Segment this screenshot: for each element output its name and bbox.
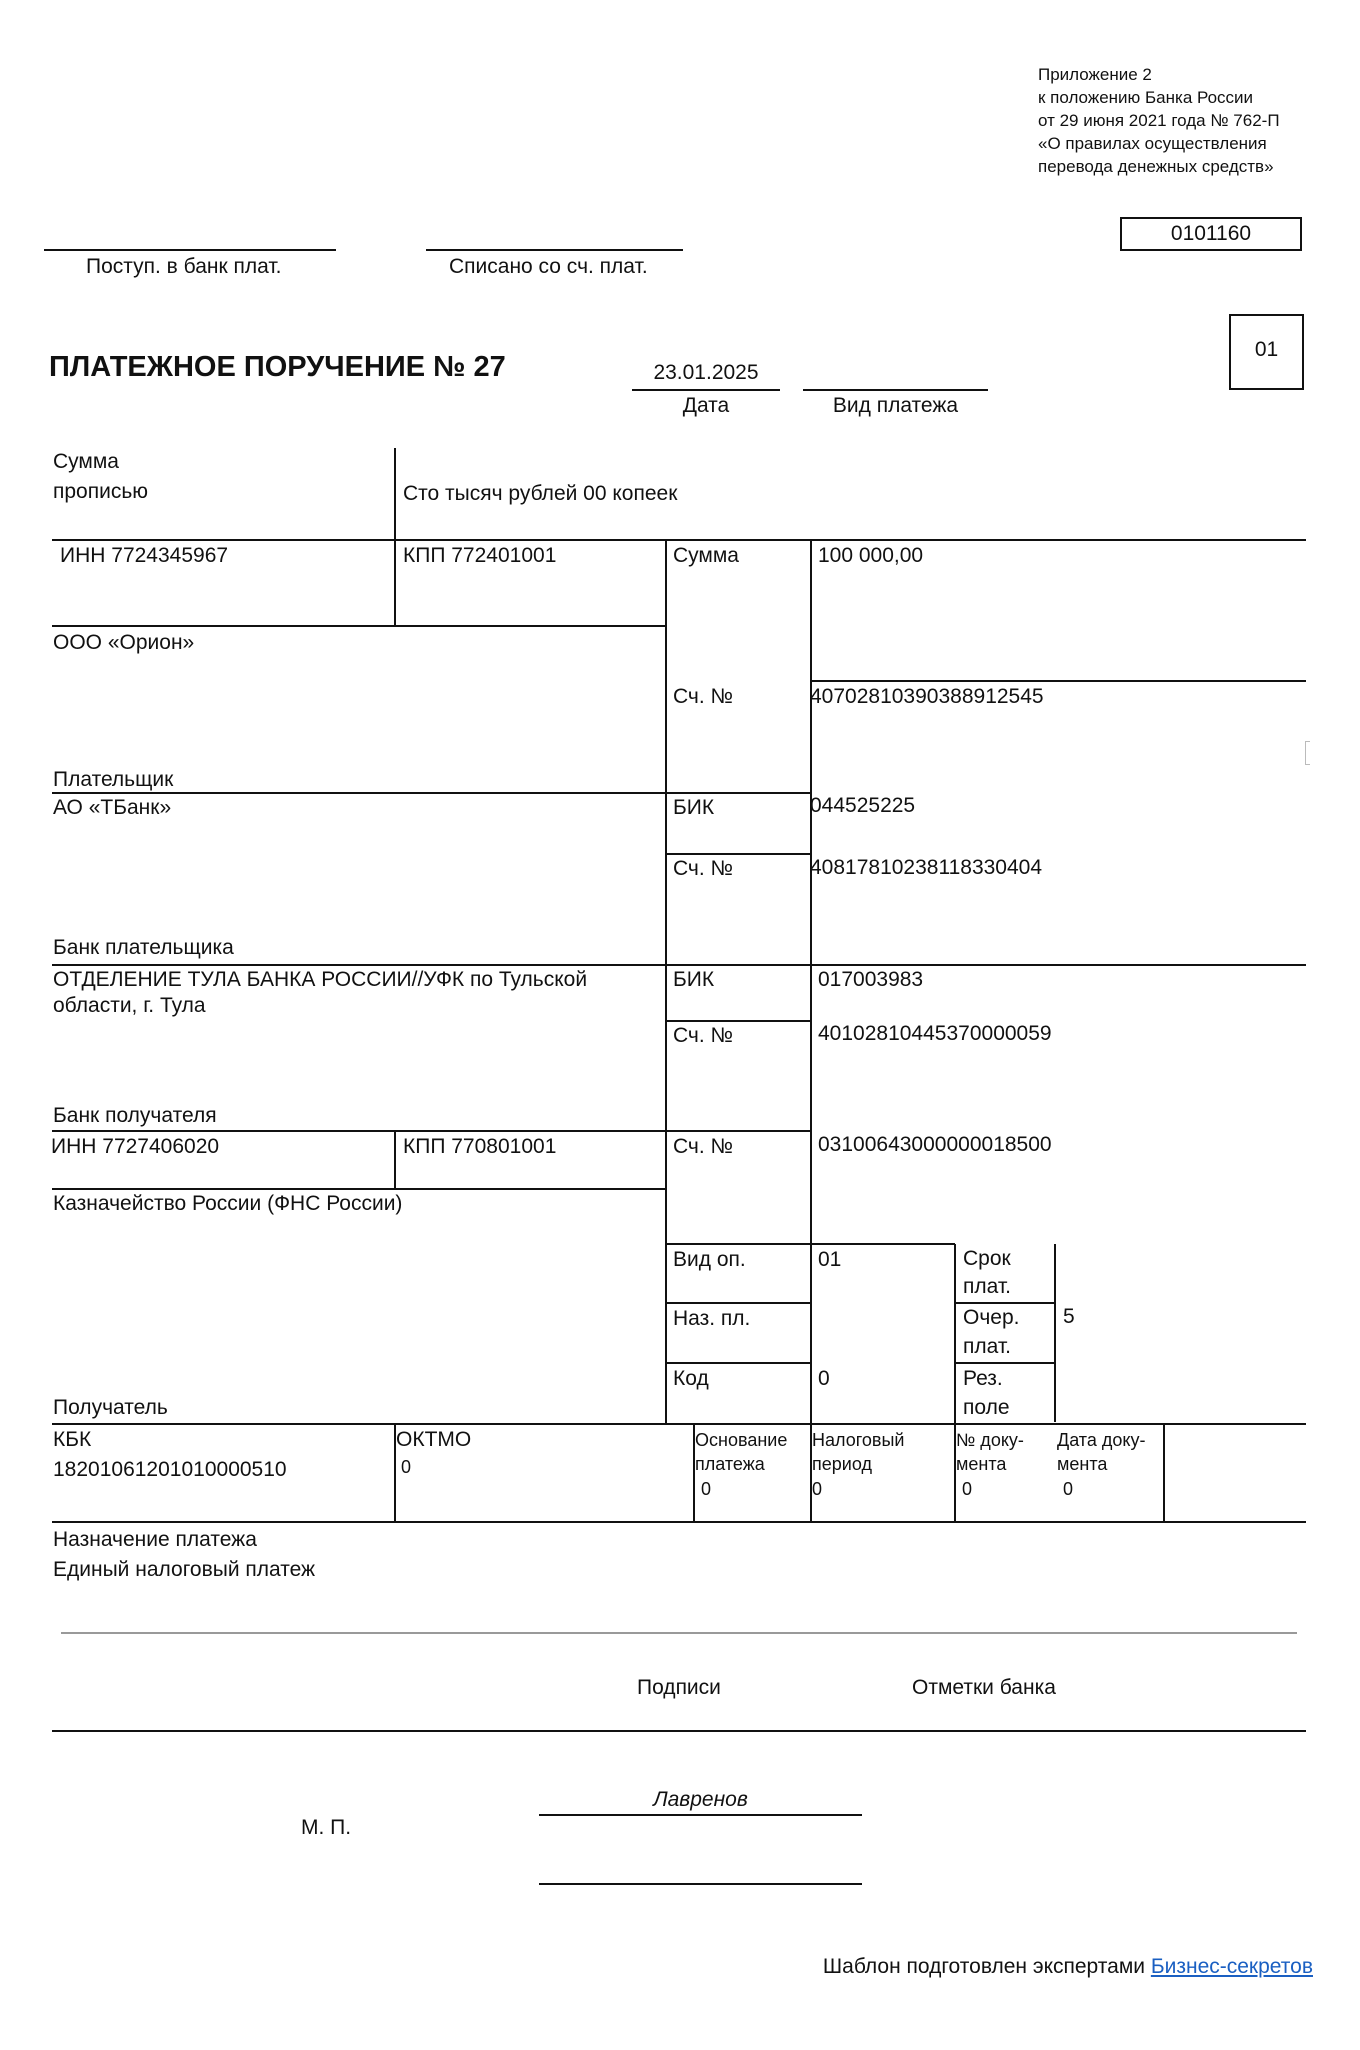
kbk-value: 18201061201010000510 [53, 1458, 287, 1481]
kbk-label: КБК [53, 1428, 92, 1451]
op-type-value: 01 [818, 1248, 842, 1271]
op-type-label: Вид оп. [673, 1248, 746, 1271]
due-date-label-2: плат. [963, 1275, 1011, 1298]
recipient-bank-name: ОТДЕЛЕНИЕ ТУЛА БАНКА РОССИИ//УФК по Тульской области, г. Тула [53, 968, 588, 1018]
amount-value: 100 000,00 [818, 544, 924, 567]
grid-line-op-1 [665, 1302, 810, 1304]
recipient-inn: ИНН 7727406020 [51, 1135, 220, 1158]
recipient-bank-bik-label: БИК [673, 968, 715, 991]
doc-date-label-2: мента [1057, 1454, 1108, 1474]
due-date-label-1: Срок [963, 1247, 1011, 1270]
grid-line-amount-bottom [810, 680, 1306, 682]
grid-line-op-top [665, 1243, 955, 1245]
received-label: Поступ. в банк плат. [86, 255, 282, 278]
form-code-box [1120, 217, 1302, 251]
grid-line-amount-top [52, 539, 1306, 541]
grid-recipient-inn-divider [394, 1131, 396, 1189]
separator-line [61, 1632, 1297, 1634]
tax-period-value: 0 [812, 1479, 823, 1499]
grid-col-doc-date-right [1163, 1424, 1165, 1522]
doc-date-value: 0 [1063, 1479, 1074, 1499]
footer [823, 1954, 1313, 1979]
basis-label-2: платежа [695, 1454, 765, 1474]
edge-mark [1305, 741, 1310, 765]
grid-col-due [954, 1244, 956, 1522]
grid-line-payer-bik [665, 853, 810, 855]
payer-account-value: 40702810390388912545 [810, 685, 1044, 708]
debited-line [426, 249, 683, 251]
footer-link[interactable]: Бизнес-секретов [1150, 1955, 1313, 1978]
signature-line-1 [539, 1814, 862, 1816]
grid-line-tax-top [52, 1423, 1306, 1425]
appendix-line-1: Приложение 2 [1038, 65, 1152, 84]
grid-line-recipient-bank-bottom [52, 1130, 810, 1132]
recipient-kpp: КПП 770801001 [403, 1135, 557, 1158]
recipient-bank-bik: 017003983 [818, 968, 924, 991]
purpose-label: Назначение платежа [53, 1528, 257, 1551]
recipient-acc-label: Сч. № [673, 1135, 734, 1158]
recipient-label: Получатель [53, 1396, 168, 1419]
received-line [44, 249, 336, 251]
stamp-label: М. П. [301, 1816, 352, 1839]
grid-line-tax-bottom [52, 1521, 1306, 1523]
payer-bank-acc-label: Сч. № [673, 857, 734, 880]
grid-line-payer-bank-bottom [52, 964, 1306, 966]
grid-line-due-1 [954, 1302, 1055, 1304]
status-code-box [1229, 314, 1304, 390]
recipient-bank-acc-label: Сч. № [673, 1024, 734, 1047]
signatures-label: Подписи [637, 1676, 721, 1699]
payer-bank-label: Банк плательщика [53, 936, 234, 959]
oktmo-label: ОКТМО [396, 1428, 472, 1451]
payer-bank-bik-label: БИК [673, 796, 715, 819]
recipient-acc: 03100643000000018500 [818, 1133, 1052, 1156]
signature-line-2 [539, 1883, 862, 1885]
priority-label-1: Очер. [963, 1306, 1020, 1329]
payer-bank-name: АО «ТБанк» [53, 796, 172, 819]
payment-type-line [803, 389, 988, 391]
tax-period-label-2: период [812, 1454, 872, 1474]
tax-period-label-1: Налоговый [812, 1430, 905, 1450]
grid-col-labels-left [665, 540, 667, 1424]
payer-account-label: Сч. № [673, 685, 734, 708]
doc-number-label-1: № доку- [956, 1430, 1024, 1450]
oktmo-value: 0 [401, 1457, 412, 1477]
grid-line-payer-inn [52, 625, 666, 627]
grid-col-due-right [1054, 1244, 1056, 1422]
grid-line-due-2 [954, 1362, 1055, 1364]
grid-line-recipient-bik [665, 1020, 810, 1022]
doc-number-label-2: мента [956, 1454, 1007, 1474]
bank-marks-label: Отметки банка [912, 1676, 1056, 1699]
recipient-bank-acc: 40102810445370000059 [818, 1022, 1052, 1045]
priority-label-2: плат. [963, 1335, 1011, 1358]
appendix-line-2: к положению Банка России [1038, 88, 1254, 107]
payment-type-label: Вид платежа [832, 394, 959, 417]
amount-label: Сумма [673, 544, 739, 567]
appendix-line-4: «О правилах осуществления [1038, 134, 1267, 153]
grid-line-op-2 [665, 1362, 810, 1364]
payer-bank-acc: 40817810238118330404 [810, 856, 1043, 879]
basis-label-1: Основание [695, 1430, 788, 1450]
payer-label: Плательщик [53, 768, 174, 791]
amount-words-label-2: прописью [53, 480, 149, 503]
code-label: Код [673, 1367, 709, 1390]
purpose-value: Единый налоговый платеж [53, 1558, 316, 1581]
date-line [632, 389, 780, 391]
payer-bank-bik: 044525225 [810, 794, 916, 817]
debited-label: Списано со сч. плат. [449, 255, 648, 278]
priority-value: 5 [1063, 1305, 1075, 1328]
amount-words-value: Сто тысяч рублей 00 копеек [403, 482, 678, 505]
amount-words-label-1: Сумма [53, 450, 119, 473]
signatures-line [52, 1730, 1306, 1732]
payer-inn: ИНН 7724345967 [60, 544, 229, 567]
doc-date-label-1: Дата доку- [1057, 1430, 1146, 1450]
purpose-code-label: Наз. пл. [673, 1307, 751, 1330]
date-value: 23.01.2025 [653, 361, 759, 384]
appendix-line-3: от 29 июня 2021 года № 762-П [1038, 111, 1280, 130]
doc-number-value: 0 [962, 1479, 973, 1499]
grid-line-recipient-inn [52, 1188, 666, 1190]
payer-name: ООО «Орион» [53, 631, 195, 654]
footer-text: Шаблон подготовлен экспертами [822, 1955, 1145, 1978]
basis-value: 0 [701, 1479, 712, 1499]
appendix-line-5: перевода денежных средств» [1038, 157, 1274, 176]
date-label: Дата [682, 394, 730, 417]
signature: Лавренов [653, 1788, 748, 1811]
recipient-name: Казначейство России (ФНС России) [53, 1192, 403, 1215]
reserve-label-1: Рез. [963, 1367, 1003, 1390]
page-title: ПЛАТЕЖНОЕ ПОРУЧЕНИЕ № 27 [49, 351, 506, 383]
form-code: 0101160 [1170, 222, 1252, 245]
status-code: 01 [1254, 338, 1279, 361]
reserve-label-2: поле [963, 1396, 1010, 1419]
recipient-bank-label: Банк получателя [53, 1104, 217, 1127]
amount-words-divider [394, 448, 396, 626]
code-value: 0 [818, 1367, 830, 1390]
payer-kpp: КПП 772401001 [403, 544, 557, 567]
grid-line-payer-bottom [52, 792, 810, 794]
